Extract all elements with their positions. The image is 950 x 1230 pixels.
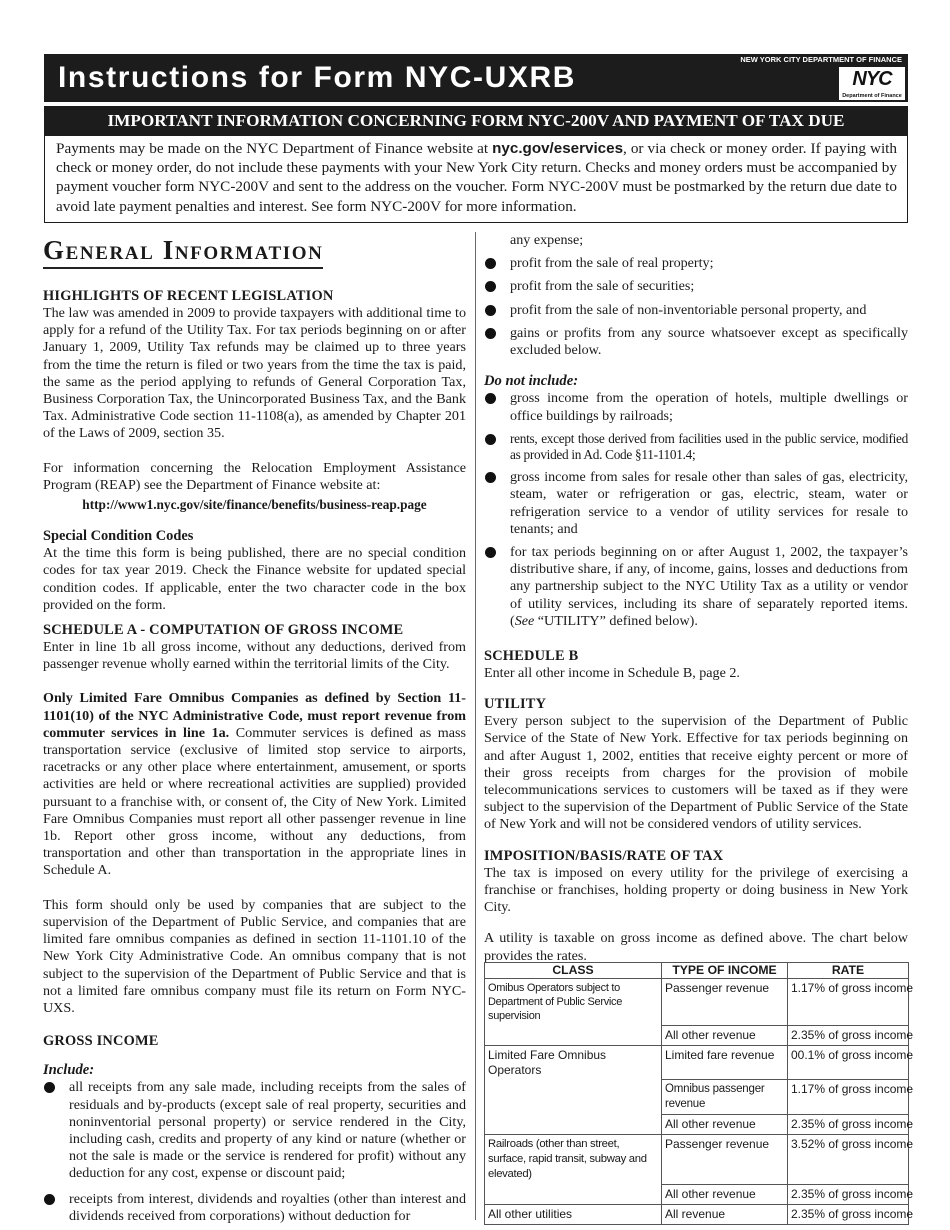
schedule-a-heading: SCHEDULE A - COMPUTATION OF GROSS INCOME (43, 622, 404, 639)
special-codes-body: At the time this form is being published, there are no special condition codes for tax year 2019. Check the Finance website for updated special condition codes. If applicable, enter the two character code in the box provided on the form. (43, 545, 466, 613)
table-row: Omibus Operators subject to Department of Public Service supervision Passenger revenue 1.17% of gross income (485, 979, 909, 1026)
highlights-heading: HIGHLIGHTS OF RECENT LEGISLATION (43, 288, 334, 304)
schedule-a-bold-lead: Only Limited Fare Omnibus Companies as defined by Section 11-1101(10) of the NYC Administrative Code, must report revenue from commuter services in line 1a. (43, 690, 466, 741)
column-header-rate: RATE (788, 963, 909, 979)
table-row: Railroads (other than street, surface, rapid transit, subway and elevated) Passenger revenue 3.52% of gross income (485, 1135, 909, 1185)
gross-income-heading: GROSS INCOME (43, 1033, 159, 1050)
column-header-class: CLASS (485, 963, 662, 979)
list-item: gross income from the operation of hotels, multiple dwellings or office buildings by railroads; (484, 390, 908, 424)
right-column (484, 232, 908, 965)
bullet-icon (485, 393, 496, 404)
schedule-a-body2: Commuter services is defined as mass transportation service (exclusive of limited stop service to airports, racetracks or any other place where entertainment, amusement, or sports activities are held or where recreational activities are supplied) provided pursuant to a franchise with, or consent of, the City of New York. Limited Fare Omnibus Companies must report all other passenger revenue in line 1b. Report other gross income, without any deductions, from transportation and other than transportation in the appropriate lines in Schedule A. (43, 724, 466, 879)
table-row: All other utilities All revenue 2.35% of gross income (485, 1204, 909, 1224)
utility-heading: UTILITY (484, 696, 547, 713)
schedule-b-body: Enter all other income in Schedule B, page 2. (484, 665, 740, 682)
exclude-label: Do not include: (484, 373, 579, 390)
bullet-icon (485, 281, 496, 292)
bullet-icon (485, 305, 496, 316)
table-row: Limited Fare Omnibus Operators Limited fare revenue 00.1% of gross income (485, 1045, 909, 1080)
reap-body: For information concerning the Relocation Employment Assistance Program (REAP) see the Department of Finance website at: (43, 459, 466, 493)
list-item: profit from the sale of securities; (484, 278, 908, 295)
bullet-icon (44, 1082, 55, 1093)
exclude-list (484, 390, 908, 630)
notice-text-after: , or via check or money order. If paying with check or money order, do not include these payments with your New York City return. Checks and money orders must be accompanied by payment voucher form NYC-200V and sent to the address on the voucher. Form NYC-200V must be postmarked by the return due date to avoid late payment penalties and interest. See form NYC-200V for more information. (56, 140, 897, 215)
list-item: all receipts from any sale made, including receipts from the sales of residuals and by-products (except sale of real property, securities and noninventorial personal property) or service rendered in the City, including cash, credits and property of any kind or nature (whether or not the sale is made or the service is rendered for profit) without any deduction for any cost, expense or discount paid; (43, 1079, 466, 1182)
department-name: NEW YORK CITY DEPARTMENT OF FINANCE (740, 55, 902, 64)
column-divider (475, 232, 476, 1220)
imposition-body2: A utility is taxable on gross income as defined above. The chart below provides the rates. (484, 930, 908, 964)
imposition-heading: IMPOSITION/BASIS/RATE OF TAX (484, 847, 724, 864)
list-item: gains or profits from any source whatsoever except as specifically excluded below. (484, 325, 908, 359)
list-item: for tax periods beginning on or after August 1, 2002, the taxpayer’s distributive share, if any, of income, gains, losses and deductions from any partnership subject to the NYC Utility Tax as a utility or vendor of utility services, including its share of separately reported items. (See “UTILITY” defined below). (484, 544, 908, 630)
nyc-logo (839, 67, 905, 100)
special-codes-heading: Special Condition Codes (43, 528, 194, 545)
nyc-logo-subtitle: Department of Finance (842, 93, 902, 99)
left-column (43, 232, 466, 1225)
include-list (43, 1079, 466, 1225)
notice-text-before: Payments may be made on the NYC Department of Finance website at (56, 140, 493, 157)
schedule-a-commuter (43, 690, 466, 879)
include-list-continued (484, 255, 908, 359)
general-information-title: General Information (43, 234, 323, 269)
include-label: Include: (43, 1062, 95, 1079)
page-header (44, 54, 908, 102)
list-item: profit from the sale of non-inventoriable personal property, and (484, 302, 908, 319)
schedule-b-heading: SCHEDULE B (484, 648, 579, 665)
list-item: profit from the sale of real property; (484, 255, 908, 272)
table-header-row (485, 963, 909, 979)
rates-table (484, 962, 914, 1225)
bullet-icon (44, 1194, 55, 1205)
column-header-type: TYPE OF INCOME (662, 963, 788, 979)
payment-notice (44, 135, 908, 223)
list-item: gross income from sales for resale other than sales of gas, electricity, steam, water or refrigeration or gas, electric, steam, water or refrigeration service to a vendor of utility services for resale to tenants; and (484, 469, 908, 538)
utility-body: Every person subject to the supervision of the Department of Public Service of the State of New York. Effective for tax periods beginning on and after August 1, 2002, entities that receive eighty percent or more of their gross receipts from charges for the provision of mobile telecommunications services to customers will be taxed as if they were subject to the supervision of the Department of Public Service of the State of New York and will not be considered vendors of utility services. (484, 713, 908, 833)
schedule-a-body3: This form should only be used by companies that are subject to the supervision of the Department of Public Service, and companies that are limited fare omnibus companies as defined in section 11-1101.10 of the New York City Administrative Code. An omnibus company that is not subject to the supervision of the Department of Public Service and that is not a limited fare omnibus company must file its return on Form NYC-UXS. (43, 896, 466, 1016)
reap-url[interactable]: http://www1.nyc.gov/site/finance/benefits/business-reap.page (82, 497, 427, 513)
include-continuation: any expense; (510, 232, 584, 248)
bullet-icon (485, 328, 496, 339)
page-title: Instructions for Form NYC-UXRB (58, 61, 577, 94)
table-row: All other revenue 2.35% of gross income (485, 1184, 909, 1204)
bullet-icon (485, 547, 496, 558)
bullet-icon (485, 434, 496, 445)
highlights-body: The law was amended in 2009 to provide taxpayers with additional time to apply for a refund of the Utility Tax. For tax periods beginning on or after January 1, 2009, Utility Tax refunds may be claimed up to three years from the time the return is filed or two years from the time the tax is paid, the same as the period applying to refunds of General Corporation Tax, Business Corporation Tax, the Unincorporated Business Tax, and the Bank Tax. Administrative Code section 11-1108(a), as amended by Chapter 201 of the Laws of 2009, section 35. (43, 305, 466, 442)
list-item: rents, except those derived from facilities used in the public service, modified as provided in Ad. Code §11-1101.4; (484, 431, 908, 463)
bullet-icon (485, 258, 496, 269)
important-banner: IMPORTANT INFORMATION CONCERNING FORM NYC-200V AND PAYMENT OF TAX DUE (44, 106, 908, 135)
schedule-a-body: Enter in line 1b all gross income, without any deductions, derived from passenger revenue wholly earned within the territorial limits of the City. (43, 639, 466, 673)
bullet-icon (485, 472, 496, 483)
table-row: All other revenue 2.35% of gross income (485, 1025, 909, 1045)
list-item: receipts from interest, dividends and royalties (other than interest and dividends received from corporations) without deduction for (43, 1191, 466, 1225)
nyc-logo-mark: NYC (852, 67, 892, 90)
eservices-link[interactable]: nyc.gov/eservices (492, 140, 624, 157)
imposition-body: The tax is imposed on every utility for the privilege of exercising a franchise or franchises, holding property or doing business in New York City. (484, 864, 908, 916)
table-row: Omnibus passenger revenue 1.17% of gross income (485, 1080, 909, 1115)
table-row: All other revenue 2.35% of gross income (485, 1115, 909, 1135)
